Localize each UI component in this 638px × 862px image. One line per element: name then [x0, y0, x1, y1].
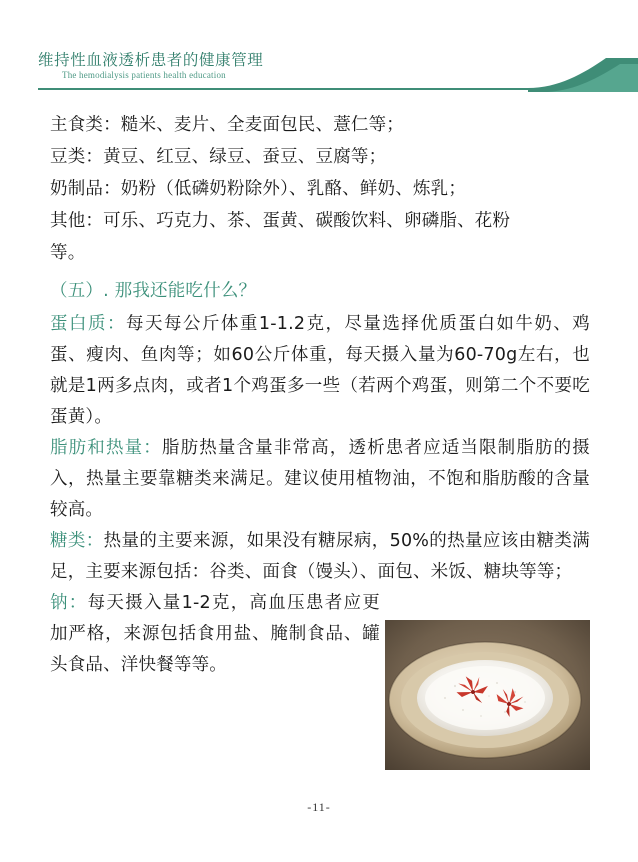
- header-ribbon-decoration: [528, 52, 638, 92]
- page-number: -11-: [307, 800, 331, 814]
- paragraph-text-fat-calories: 脂肪热量含量非常高，透析患者应适当限制脂肪的摄入，热量主要靠糖类来满足。建议使用植物油，不饱和脂肪酸的含量较高。: [50, 438, 590, 520]
- paragraph-carbohydrates: [50, 526, 590, 588]
- paragraph-lead-carbohydrates: 糖类：: [50, 531, 104, 551]
- header-divider: [38, 88, 558, 90]
- header-title-chinese: 维持性血液透析患者的健康管理: [38, 51, 264, 69]
- page-header: [0, 0, 638, 92]
- section-heading: （五）. 那我还能吃什么？: [50, 281, 257, 301]
- list-item: 其他：可乐、巧克力、茶、蛋黄、碳酸饮料、卵磷脂、花粉: [50, 211, 511, 231]
- list-item: 奶制品：奶粉（低磷奶粉除外）、乳酪、鲜奶、炼乳；: [50, 179, 467, 199]
- paragraph-fat-calories: [50, 433, 590, 526]
- list-item: 主食类：糙米、麦片、全麦面包民、薏仁等；: [50, 115, 404, 135]
- header-title-english: The hemodialysis patients health education: [62, 70, 226, 80]
- list-item: 等。: [50, 243, 86, 263]
- paragraph-lead-sodium: 钠：: [50, 593, 88, 613]
- paragraph-lead-fat-calories: 脂肪和热量：: [50, 438, 162, 458]
- paragraph-protein: [50, 309, 590, 433]
- paragraph-sodium: [50, 588, 380, 681]
- paragraph-text-carbohydrates: 热量的主要来源，如果没有糖尿病，50%的热量应该由糖类满足，主要来源包括：谷类、面食（馒头）、面包、米饭、糖块等等；: [50, 531, 590, 582]
- paragraph-text-sodium: 每天摄入量1-2克，高血压患者应更加严格，来源包括食用盐、腌制食品、罐头食品、洋快餐等等。: [50, 593, 380, 675]
- salt-plate-photo: [385, 620, 590, 770]
- paragraph-text-protein: 每天每公斤体重1-1.2克，尽量选择优质蛋白如牛奶、鸡蛋、瘦肉、鱼肉等；如60公斤体重，每天摄入量为60-70g左右，也就是1两多点肉，或者1个鸡蛋多一些（若两个鸡蛋，则第二个不要吃蛋黄）。: [50, 314, 590, 427]
- document-body: [50, 110, 590, 681]
- list-item: 豆类：黄豆、红豆、绿豆、蚕豆、豆腐等；: [50, 147, 387, 167]
- paragraph-lead-protein: 蛋白质：: [50, 314, 126, 334]
